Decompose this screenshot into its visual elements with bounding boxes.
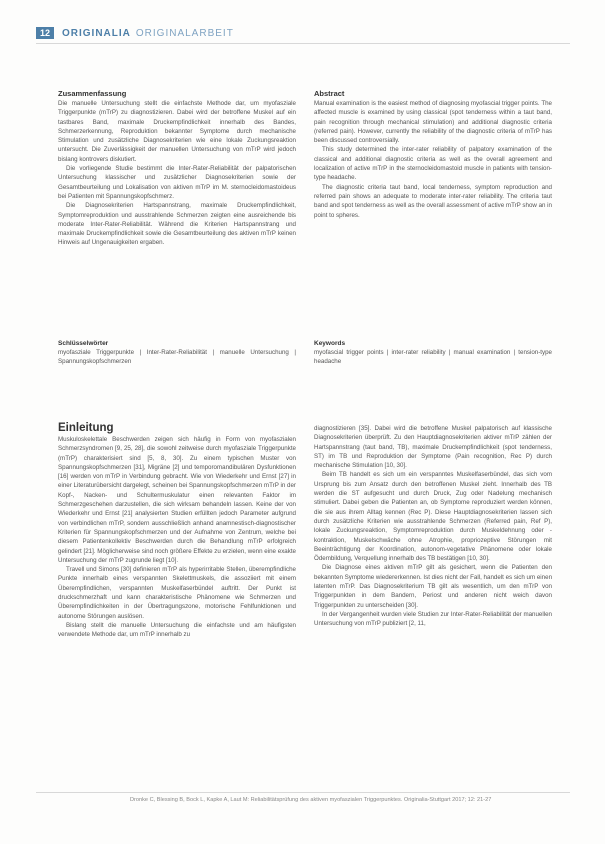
footer-citation: Dronke C, Blessing B, Bock L, Kapke A, Laut M: Reliabilitätsprüfung des aktiven myofaszialen Triggerpunktes. Originalia-Stuttgart 2017; 12: 21-27	[130, 797, 492, 803]
abstract-block	[314, 89, 552, 220]
header-rule	[36, 43, 570, 44]
keywords-block	[314, 339, 552, 367]
zusammenfassung-para-3: Die Diagnosekriterien Hartspannstrang, maximale Druckempfindlichkeit, Symptomreproduktion und ausstrahlende Schmerzen zeigten eine ausreichende bis moderate Inter-Rater-Reliabilität. Während die Kriterien Hartspannstrang und maximale Druckempfindlichkeit sowie die Gesamtbeurteilung des aktiven mTrP keinen Hinweis auf Ungenauigkeiten ergaben.	[58, 202, 296, 247]
einleitung-right-column	[314, 424, 552, 629]
keywords-text: myofascial trigger points | inter-rater reliability | manual examination | tension-type headache	[314, 349, 552, 366]
einleitung-para-7: In der Vergangenheit wurden viele Studien zur Inter-Rater-Reliabilität der manuellen Untersuchung von mTrP publiziert [2, 11,	[314, 610, 552, 628]
einleitung-para-1: Muskuloskelettale Beschwerden zeigen sich häufig in Form von myofaszialen Schmerzsyndromen [9, 25, 28], die sowohl zeitweise durch myofasziale Triggerpunkte (mTrP) charakterisiert sind [5, 8, 30]. Zu einem typischen Muster von Spannungskopfschmerzen [31], Migräne [2] und temporomandibulären Dysfunktionen [16] werden von mTrP in Verbindung gebracht. Wie von Wiederkehr und Ernst [27] in einer Literaturübersicht dargelegt, scheinen bei Spannungskopfschmerzen mTrP in der Kopf-, Nacken- und Schultermuskulatur einen relevanten Faktor im Schmerzgeschehen darzustellen, die sich wirksam behandeln lassen. Keine der von Wiederkehr und Ernst [21] analysierten Studien erfüllten jedoch Parameter aufgrund von verbindlichen mTrP, sondern ausschließlich anhand anamnestisch-diagnostischer Kriterien für Spannungskopfschmerzen und der Aufnahme von Zentrum, welche bei diesem Patientenkollektiv Beschwerden durch die Behandlung mTrP erfolgreich gelindert [21]. Möglicherweise sind noch größere Effekte zu erzielen, wenn eine exakte Untersuchung der mTrP zugrunde liegt [10].	[58, 436, 296, 564]
journal-subsection-label: ORIGINALARBEIT	[135, 27, 234, 39]
einleitung-left-column	[58, 421, 296, 640]
schluesselwoerter-block	[58, 339, 296, 367]
zusammenfassung-heading: Zusammenfassung	[58, 89, 127, 98]
abstract-para-1: Manual examination is the easiest method of diagnosing myofascial trigger points. The affected muscle is examined by using classical (spot tenderness within a taut band, pain recognition through mechanical stimulation) and additional diagnostic criteria (referred pain). However, currently the reliability of the diagnostic criteria of mTrP has been discussed controversially.	[314, 100, 552, 145]
zusammenfassung-para-2: Die vorliegende Studie bestimmt die Inter-Rater-Reliabilität der palpatorischen Untersuchung klassischer und zusätzlicher Diagnosekriterien sowie der Gesamtbeurteilung und Lokalisation von aktiven mTrP im M. sternocleidomastoideus bei Patienten mit Spannungskopfschmerz.	[58, 165, 296, 200]
einleitung-para-6: Die Diagnose eines aktiven mTrP gilt als gesichert, wenn die Patienten den bekannten Symptome wiedererkennen. Ist dies nicht der Fall, handelt es sich um einen latenten mTrP. Das Diagnosekriterium TB gilt als wesentlich, um den mTrP von Triggerpunkten in dem Bandern, Periost und anderen nicht weich davon Triggerpunkten zu unterscheiden [30].	[314, 564, 553, 609]
zusammenfassung-para-1: Die manuelle Untersuchung stellt die einfachste Methode dar, um myofasziale Triggerpunkte (mTrP) zu diagnostizieren. Dabei wird der betroffene Muskel auf ein tastbares Band, maximale Druckempfindlichkeit innerhalb des Bandes, Schmerzerkennung, Reproduktion bekannter Symptome durch mechanische Stimulation und zusätzliche Diagnosekriterien wie eine lokale Zuckungsreaktion untersucht. Die Zuverlässigkeit der manuellen Untersuchung von mTrP wird jedoch bislang kontrovers diskutiert.	[58, 100, 296, 163]
page-number: 12	[36, 27, 54, 39]
journal-section-label: ORIGINALIA	[62, 27, 131, 39]
einleitung-heading: Einleitung	[58, 422, 114, 434]
einleitung-para-4: diagnostizieren [35]. Dabei wird die betroffene Muskel palpatorisch auf klassische Diagnosekriterien überprüft. Zu den Hauptdiagnosekriterien aktiver mTrP zählen der Hartspannstrang (taut band, TB), maximale Druckempfindlichkeit (spot tenderness, ST) im TB und Reproduktion der Symptome (Pain recognition, Rec P) durch mechanische Stimulation [10, 30].	[314, 425, 552, 470]
einleitung-para-2: Travell und Simons [30] definieren mTrP als hyperirritable Stellen, überempfindliche Punkte innerhalb eines verspannten Skelettmuskels, die assoziiert mit einem Überempfindlichen, verspannten Muskelfaserbündel auftritt. Der Punkt ist druckschmerzhaft und kann charakteristische Phänomene wie Schmerzen und Überempfindlichkeiten in der Übertragungszone, motorische Fehlfunktionen und autonome Störungen auslösen.	[58, 566, 296, 620]
footer-rule	[36, 792, 570, 793]
einleitung-para-3: Bislang stellt die manuelle Untersuchung die einfachste und am häufigsten verwendete Methode dar, um mTrP innerhalb zu	[58, 621, 296, 639]
abstract-para-2: This study determined the inter-rater reliability of palpatory examination of the classical and additional diagnostic criteria as well as the overall agreement and localization of active mTrP in the sternocleidomastoid muscle in patients with tension-type headache.	[314, 146, 552, 182]
zusammenfassung-block	[58, 89, 296, 248]
schluesselwoerter-heading: Schlüsselwörter	[58, 340, 109, 347]
journal-header	[36, 26, 234, 40]
keywords-heading: Keywords	[314, 340, 346, 347]
abstract-para-3: The diagnostic criteria taut band, local tenderness, symptom reproduction and referred pain shows an adequate to moderate inter-rater reliability. The criteria taut band and spot tenderness as well as the overall assessment of active mTrP show an in point to spheres.	[314, 183, 553, 219]
einleitung-para-5: Beim TB handelt es sich um ein verspanntes Muskelfaserbündel, das sich vom Ursprung bis zum Ansatz durch den betroffenen Muskel zieht. Innerhalb des TB werden die ST aufgesucht und durch Druck, Zug oder Nadelung mechanisch stimuliert. Dabei geben die Patienten an, ob Symptome reproduziert werden können, die sie aus ihrem Alltag kennen (Rec P). Diese Hauptdiagnosekriterien lassen sich durch zusätzliche Kriterien wie ausstrahlende Schmerzen (Referred pain, Ref P), lokale Zuckungsreaktion, Symptomreproduktion durch Muskeldehnung oder -kontraktion, Muskelschwäche ohne Atrophie, propriozeptive Störungen mit Beeinträchtigung der Koordination, autonom-vegetative Phänomene oder lokale Ödembildung, Verquellung innerhalb des TB bestätigen [10, 30].	[314, 471, 552, 563]
schluesselwoerter-text: myofasziale Triggerpunkte | Inter-Rater-Reliabilität | manuelle Untersuchung | Spannungskopfschmerzen	[58, 349, 296, 366]
abstract-heading: Abstract	[314, 89, 345, 98]
